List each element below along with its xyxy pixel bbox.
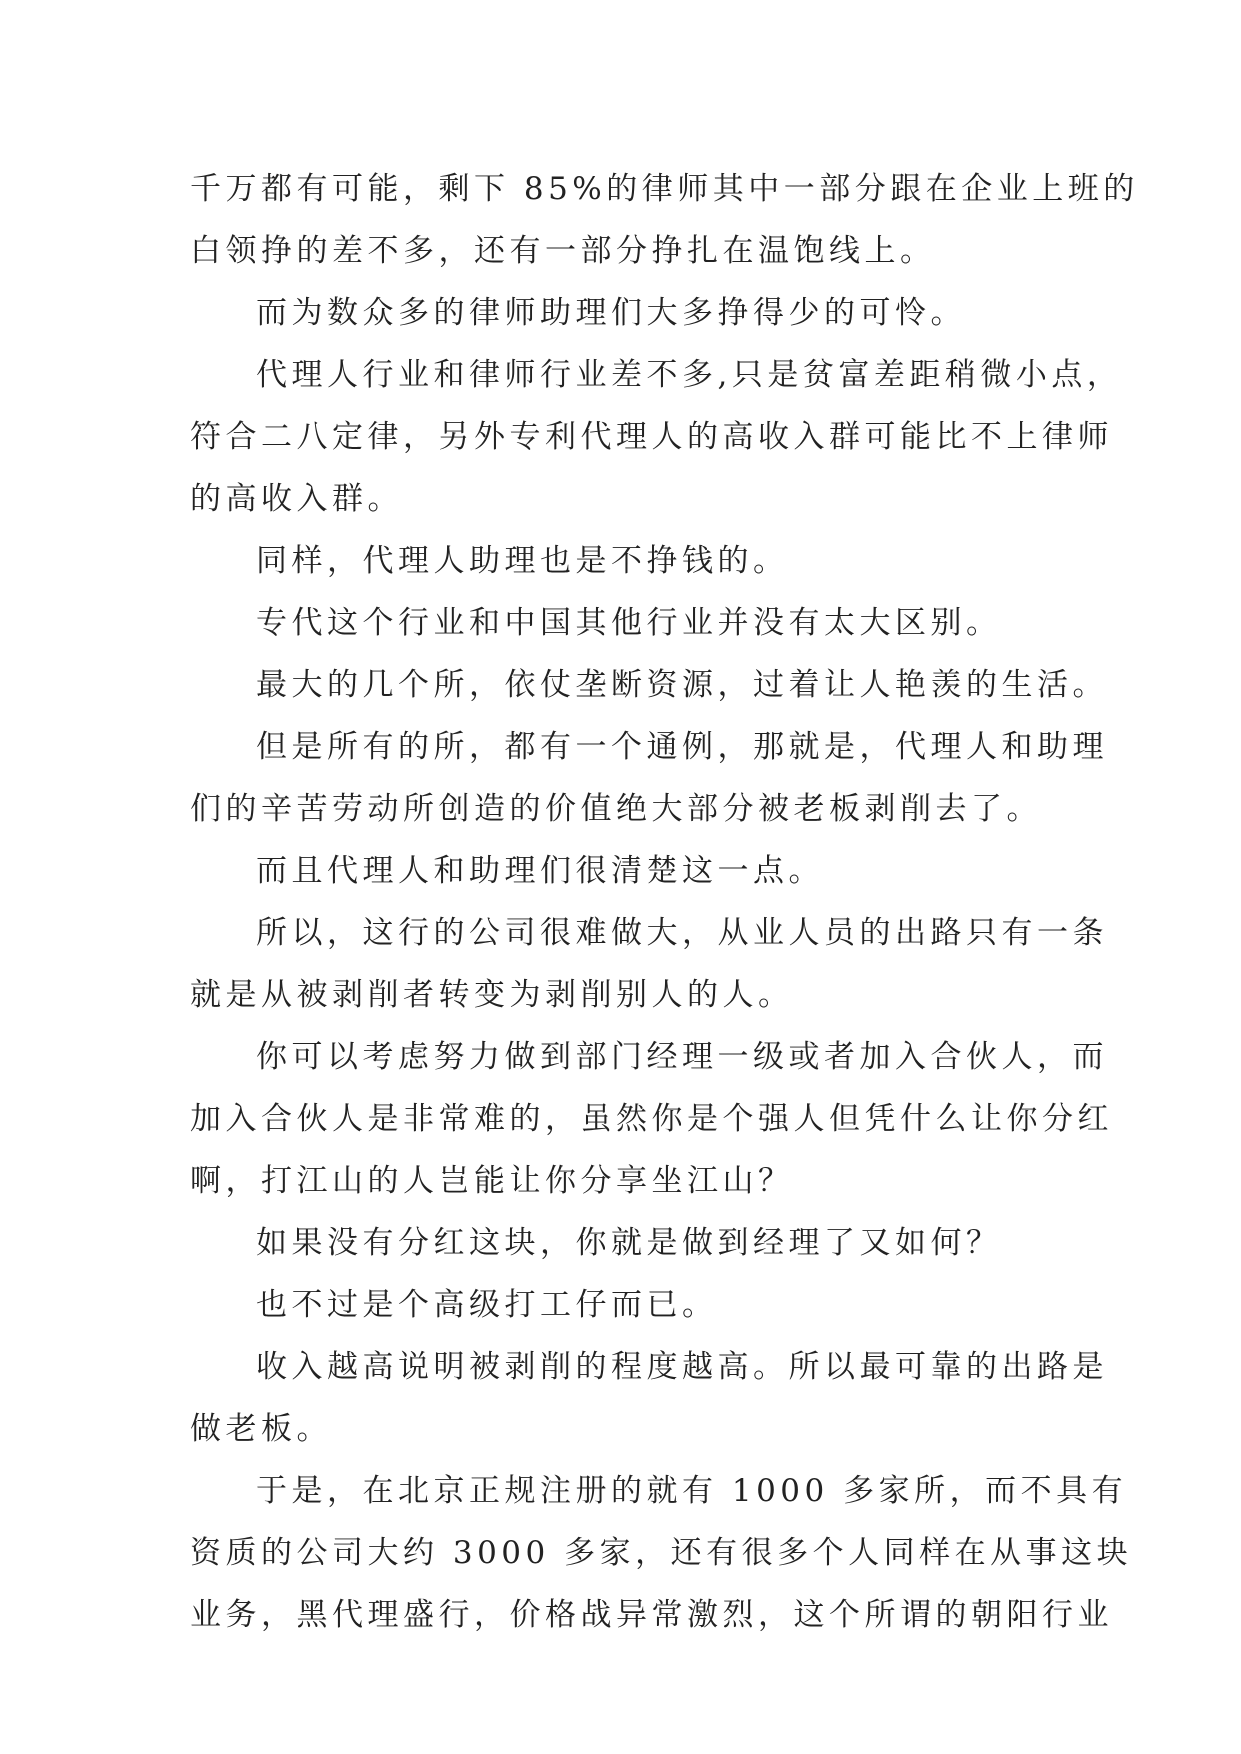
text-line: 就是从被剥削者转变为剥削别人的人。 <box>190 977 794 1013</box>
text-line: 的高收入群。 <box>190 481 403 517</box>
text-line: 所以，这行的公司很难做大，从业人员的出路只有一条 <box>256 915 1108 951</box>
text-line: 千万都有可能，剩下 85%的律师其中一部分跟在企业上班的 <box>190 171 1139 207</box>
text-line: 而且代理人和助理们很清楚这一点。 <box>256 853 824 889</box>
text-line: 同样，代理人助理也是不挣钱的。 <box>256 543 789 579</box>
text-line: 做老板。 <box>190 1411 332 1447</box>
text-line: 啊，打江山的人岂能让你分享坐江山？ <box>190 1163 794 1199</box>
text-line: 但是所有的所，都有一个通例，那就是，代理人和助理 <box>256 729 1108 765</box>
text-line: 如果没有分红这块，你就是做到经理了又如何？ <box>256 1225 1002 1261</box>
text-line: 收入越高说明被剥削的程度越高。所以最可靠的出路是 <box>256 1349 1108 1385</box>
text-line: 资质的公司大约 3000 多家，还有很多个人同样在从事这块 <box>190 1535 1133 1571</box>
text-line: 而为数众多的律师助理们大多挣得少的可怜。 <box>256 295 966 331</box>
text-line: 加入合伙人是非常难的，虽然你是个强人但凭什么让你分红 <box>190 1101 1113 1137</box>
text-line: 于是，在北京正规注册的就有 1000 多家所，而不具有 <box>256 1473 1128 1509</box>
text-line: 符合二八定律，另外专利代理人的高收入群可能比不上律师 <box>190 419 1113 455</box>
text-line: 代理人行业和律师行业差不多,只是贫富差距稍微小点， <box>256 357 1123 393</box>
text-line: 也不过是个高级打工仔而已。 <box>256 1287 718 1323</box>
text-line: 专代这个行业和中国其他行业并没有太大区别。 <box>256 605 1002 641</box>
text-line: 最大的几个所，依仗垄断资源，过着让人艳羡的生活。 <box>256 667 1108 703</box>
text-line: 们的辛苦劳动所创造的价值绝大部分被老板剥削去了。 <box>190 791 1042 827</box>
text-line: 白领挣的差不多，还有一部分挣扎在温饱线上。 <box>190 233 936 269</box>
document-body <box>190 158 1190 1646</box>
text-line: 你可以考虑努力做到部门经理一级或者加入合伙人，而 <box>256 1039 1108 1075</box>
text-line: 业务，黑代理盛行，价格战异常激烈，这个所谓的朝阳行业 <box>190 1597 1113 1633</box>
